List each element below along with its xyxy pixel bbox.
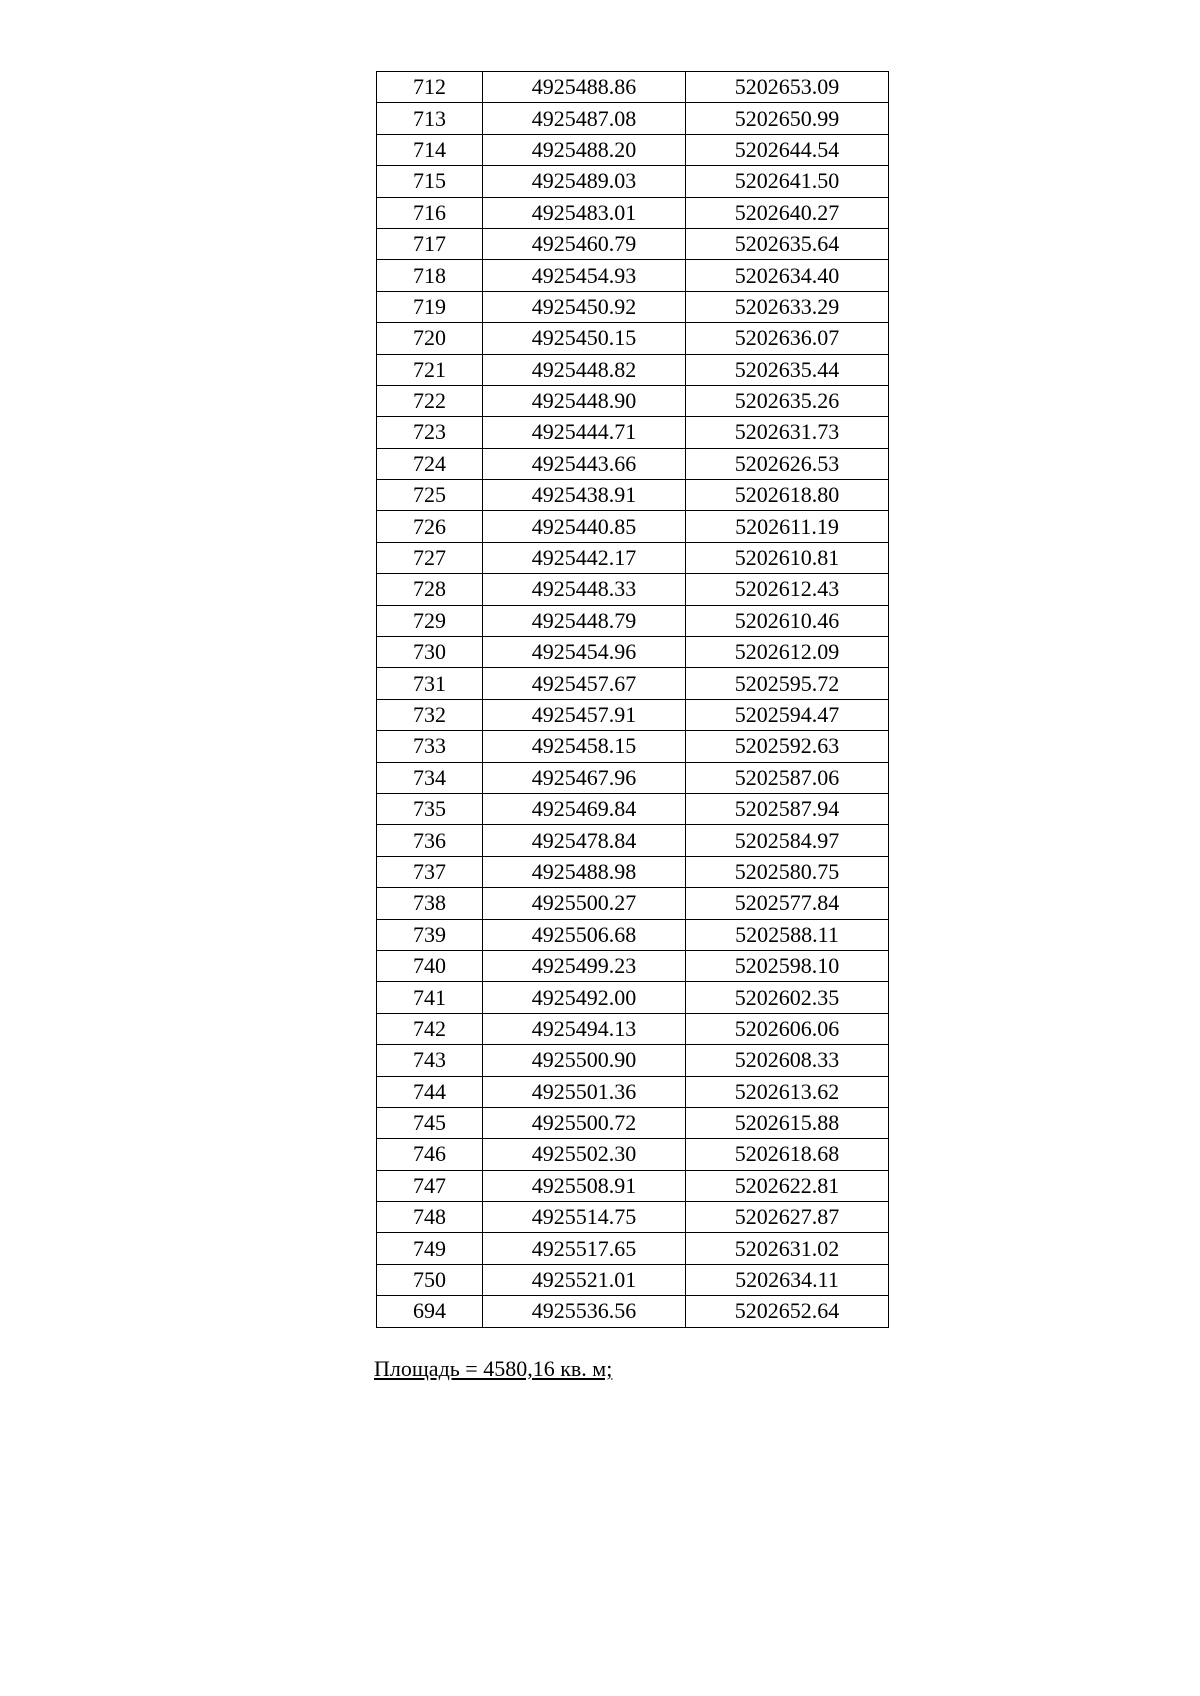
table-row [377,197,889,228]
table-row [377,825,889,856]
y-coordinate-cell: 5202577.84 [686,888,889,919]
table-row [377,919,889,950]
table-row [377,1170,889,1201]
y-coordinate-cell: 5202618.80 [686,480,889,511]
table-row [377,888,889,919]
table-row [377,260,889,291]
x-coordinate-cell: 4925508.91 [483,1170,686,1201]
x-coordinate-cell: 4925536.56 [483,1296,686,1327]
table-row [377,982,889,1013]
y-coordinate-cell: 5202653.09 [686,72,889,103]
x-coordinate-cell: 4925500.27 [483,888,686,919]
y-coordinate-cell: 5202634.40 [686,260,889,291]
x-coordinate-cell: 4925448.33 [483,574,686,605]
point-number-cell: 750 [377,1264,483,1295]
y-coordinate-cell: 5202594.47 [686,699,889,730]
x-coordinate-cell: 4925443.66 [483,448,686,479]
point-number-cell: 717 [377,228,483,259]
table-row [377,731,889,762]
x-coordinate-cell: 4925488.86 [483,72,686,103]
x-coordinate-cell: 4925517.65 [483,1233,686,1264]
x-coordinate-cell: 4925500.72 [483,1107,686,1138]
y-coordinate-cell: 5202634.11 [686,1264,889,1295]
y-coordinate-cell: 5202652.64 [686,1296,889,1327]
x-coordinate-cell: 4925448.90 [483,385,686,416]
point-number-cell: 731 [377,668,483,699]
y-coordinate-cell: 5202631.73 [686,417,889,448]
y-coordinate-cell: 5202622.81 [686,1170,889,1201]
table-row [377,134,889,165]
x-coordinate-cell: 4925489.03 [483,166,686,197]
point-number-cell: 723 [377,417,483,448]
table-row [377,762,889,793]
x-coordinate-cell: 4925501.36 [483,1076,686,1107]
point-number-cell: 739 [377,919,483,950]
y-coordinate-cell: 5202626.53 [686,448,889,479]
point-number-cell: 727 [377,542,483,573]
y-coordinate-cell: 5202636.07 [686,323,889,354]
x-coordinate-cell: 4925448.82 [483,354,686,385]
y-coordinate-cell: 5202587.94 [686,793,889,824]
y-coordinate-cell: 5202644.54 [686,134,889,165]
table-row [377,291,889,322]
y-coordinate-cell: 5202633.29 [686,291,889,322]
table-row [377,574,889,605]
x-coordinate-cell: 4925492.00 [483,982,686,1013]
table-row [377,385,889,416]
table-row [377,166,889,197]
y-coordinate-cell: 5202610.46 [686,605,889,636]
point-number-cell: 734 [377,762,483,793]
x-coordinate-cell: 4925442.17 [483,542,686,573]
x-coordinate-cell: 4925450.92 [483,291,686,322]
point-number-cell: 714 [377,134,483,165]
point-number-cell: 713 [377,103,483,134]
point-number-cell: 741 [377,982,483,1013]
table-row [377,1107,889,1138]
table-row [377,323,889,354]
point-number-cell: 745 [377,1107,483,1138]
y-coordinate-cell: 5202587.06 [686,762,889,793]
table-row [377,354,889,385]
table-row [377,1045,889,1076]
y-coordinate-cell: 5202610.81 [686,542,889,573]
y-coordinate-cell: 5202635.26 [686,385,889,416]
y-coordinate-cell: 5202584.97 [686,825,889,856]
point-number-cell: 716 [377,197,483,228]
x-coordinate-cell: 4925444.71 [483,417,686,448]
table-row [377,103,889,134]
x-coordinate-cell: 4925483.01 [483,197,686,228]
x-coordinate-cell: 4925500.90 [483,1045,686,1076]
point-number-cell: 736 [377,825,483,856]
x-coordinate-cell: 4925499.23 [483,950,686,981]
point-number-cell: 742 [377,1013,483,1044]
point-number-cell: 715 [377,166,483,197]
x-coordinate-cell: 4925458.15 [483,731,686,762]
x-coordinate-cell: 4925521.01 [483,1264,686,1295]
point-number-cell: 729 [377,605,483,636]
x-coordinate-cell: 4925454.96 [483,637,686,668]
y-coordinate-cell: 5202631.02 [686,1233,889,1264]
x-coordinate-cell: 4925440.85 [483,511,686,542]
table-row [377,1264,889,1295]
coordinates-table-body [377,72,889,1328]
table-row [377,511,889,542]
x-coordinate-cell: 4925488.20 [483,134,686,165]
point-number-cell: 748 [377,1202,483,1233]
point-number-cell: 746 [377,1139,483,1170]
table-row [377,1076,889,1107]
x-coordinate-cell: 4925457.91 [483,699,686,730]
x-coordinate-cell: 4925467.96 [483,762,686,793]
table-row [377,950,889,981]
point-number-cell: 730 [377,637,483,668]
y-coordinate-cell: 5202588.11 [686,919,889,950]
table-row [377,793,889,824]
y-coordinate-cell: 5202580.75 [686,856,889,887]
table-row [377,480,889,511]
point-number-cell: 719 [377,291,483,322]
y-coordinate-cell: 5202640.27 [686,197,889,228]
point-number-cell: 733 [377,731,483,762]
point-number-cell: 747 [377,1170,483,1201]
y-coordinate-cell: 5202606.06 [686,1013,889,1044]
point-number-cell: 724 [377,448,483,479]
table-row [377,228,889,259]
table-row [377,1202,889,1233]
table-row [377,668,889,699]
table-row [377,1139,889,1170]
y-coordinate-cell: 5202613.62 [686,1076,889,1107]
point-number-cell: 735 [377,793,483,824]
y-coordinate-cell: 5202635.64 [686,228,889,259]
table-row [377,448,889,479]
y-coordinate-cell: 5202608.33 [686,1045,889,1076]
y-coordinate-cell: 5202602.35 [686,982,889,1013]
table-row [377,605,889,636]
table-row [377,637,889,668]
y-coordinate-cell: 5202641.50 [686,166,889,197]
y-coordinate-cell: 5202595.72 [686,668,889,699]
x-coordinate-cell: 4925438.91 [483,480,686,511]
point-number-cell: 694 [377,1296,483,1327]
point-number-cell: 740 [377,950,483,981]
x-coordinate-cell: 4925487.08 [483,103,686,134]
point-number-cell: 722 [377,385,483,416]
y-coordinate-cell: 5202612.43 [686,574,889,605]
x-coordinate-cell: 4925494.13 [483,1013,686,1044]
x-coordinate-cell: 4925502.30 [483,1139,686,1170]
x-coordinate-cell: 4925450.15 [483,323,686,354]
x-coordinate-cell: 4925514.75 [483,1202,686,1233]
table-row [377,1233,889,1264]
x-coordinate-cell: 4925506.68 [483,919,686,950]
point-number-cell: 720 [377,323,483,354]
y-coordinate-cell: 5202650.99 [686,103,889,134]
point-number-cell: 712 [377,72,483,103]
point-number-cell: 744 [377,1076,483,1107]
y-coordinate-cell: 5202611.19 [686,511,889,542]
y-coordinate-cell: 5202618.68 [686,1139,889,1170]
x-coordinate-cell: 4925460.79 [483,228,686,259]
point-number-cell: 725 [377,480,483,511]
point-number-cell: 726 [377,511,483,542]
y-coordinate-cell: 5202598.10 [686,950,889,981]
y-coordinate-cell: 5202592.63 [686,731,889,762]
y-coordinate-cell: 5202627.87 [686,1202,889,1233]
point-number-cell: 749 [377,1233,483,1264]
x-coordinate-cell: 4925448.79 [483,605,686,636]
x-coordinate-cell: 4925457.67 [483,668,686,699]
y-coordinate-cell: 5202615.88 [686,1107,889,1138]
point-number-cell: 743 [377,1045,483,1076]
area-summary: Площадь = 4580,16 кв. м; [374,1356,613,1381]
point-number-cell: 732 [377,699,483,730]
point-number-cell: 721 [377,354,483,385]
table-row [377,1296,889,1327]
point-number-cell: 738 [377,888,483,919]
point-number-cell: 718 [377,260,483,291]
table-row [377,699,889,730]
table-row [377,1013,889,1044]
table-row [377,417,889,448]
y-coordinate-cell: 5202612.09 [686,637,889,668]
table-row [377,542,889,573]
table-row [377,72,889,103]
x-coordinate-cell: 4925454.93 [483,260,686,291]
x-coordinate-cell: 4925469.84 [483,793,686,824]
table-row [377,856,889,887]
point-number-cell: 728 [377,574,483,605]
y-coordinate-cell: 5202635.44 [686,354,889,385]
coordinates-table [376,71,889,1328]
x-coordinate-cell: 4925478.84 [483,825,686,856]
x-coordinate-cell: 4925488.98 [483,856,686,887]
point-number-cell: 737 [377,856,483,887]
